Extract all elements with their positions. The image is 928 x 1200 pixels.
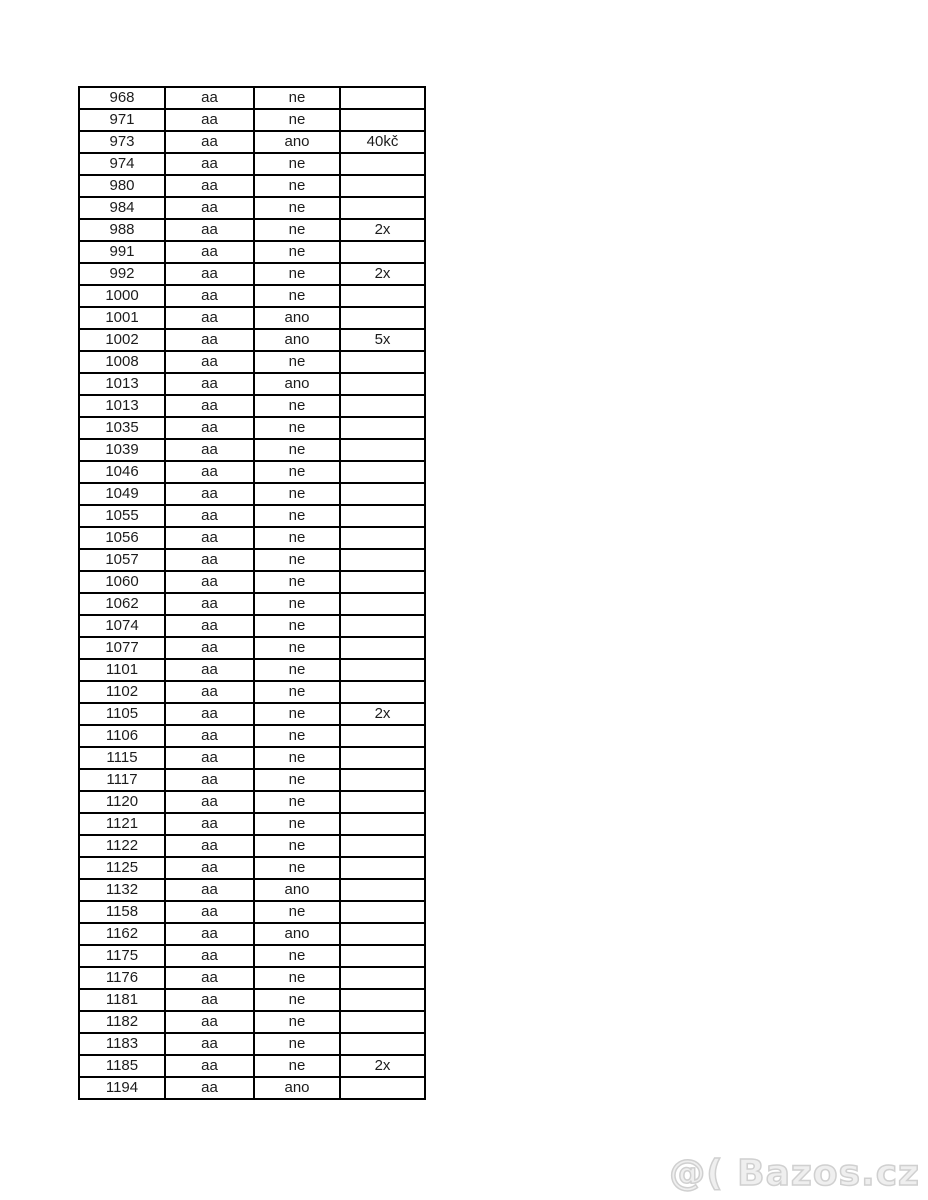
table-row [79, 769, 425, 791]
table-cell [340, 351, 425, 373]
table-cell: ne [254, 725, 340, 747]
table-cell: 1062 [79, 593, 165, 615]
table-cell [340, 769, 425, 791]
table-cell: aa [165, 87, 254, 109]
table-cell: 1008 [79, 351, 165, 373]
table-cell: aa [165, 857, 254, 879]
table-row [79, 109, 425, 131]
table-cell: ne [254, 1011, 340, 1033]
table-cell: 1060 [79, 571, 165, 593]
table-cell: aa [165, 417, 254, 439]
table-cell: aa [165, 747, 254, 769]
table-cell: ne [254, 439, 340, 461]
data-table-body [79, 87, 425, 1099]
table-cell: ano [254, 131, 340, 153]
table-cell: aa [165, 725, 254, 747]
table-cell: 1194 [79, 1077, 165, 1099]
table-cell: aa [165, 1033, 254, 1055]
table-cell: ne [254, 681, 340, 703]
table-cell: ne [254, 527, 340, 549]
table-row [79, 461, 425, 483]
table-cell [340, 109, 425, 131]
table-row [79, 483, 425, 505]
table-cell [340, 857, 425, 879]
table-cell: ne [254, 967, 340, 989]
table-cell: 2x [340, 703, 425, 725]
table-cell: ne [254, 615, 340, 637]
table-cell: ne [254, 549, 340, 571]
table-cell: ne [254, 351, 340, 373]
table-cell: 1101 [79, 659, 165, 681]
table-cell [340, 835, 425, 857]
table-cell: aa [165, 439, 254, 461]
table-row [79, 747, 425, 769]
table-row [79, 725, 425, 747]
table-cell: aa [165, 109, 254, 131]
table-cell [340, 307, 425, 329]
data-table [78, 86, 426, 1100]
table-cell: aa [165, 769, 254, 791]
table-cell: 1000 [79, 285, 165, 307]
table-row [79, 967, 425, 989]
table-cell: 1117 [79, 769, 165, 791]
table-cell: aa [165, 285, 254, 307]
table-row [79, 857, 425, 879]
table-cell [340, 813, 425, 835]
table-cell: 1049 [79, 483, 165, 505]
table-row [79, 263, 425, 285]
table-row [79, 153, 425, 175]
table-cell: 992 [79, 263, 165, 285]
table-cell: 1106 [79, 725, 165, 747]
table-row [79, 571, 425, 593]
table-cell: ne [254, 593, 340, 615]
table-cell: 1132 [79, 879, 165, 901]
table-cell: aa [165, 373, 254, 395]
table-cell [340, 989, 425, 1011]
table-cell: aa [165, 571, 254, 593]
table-cell [340, 901, 425, 923]
table-row [79, 505, 425, 527]
table-cell [340, 637, 425, 659]
table-cell: ne [254, 571, 340, 593]
table-row [79, 307, 425, 329]
table-cell: aa [165, 923, 254, 945]
table-cell [340, 967, 425, 989]
table-row [79, 1077, 425, 1099]
table-cell: 988 [79, 219, 165, 241]
table-cell: 1102 [79, 681, 165, 703]
table-cell: aa [165, 241, 254, 263]
table-cell: aa [165, 395, 254, 417]
table-row [79, 989, 425, 1011]
table-cell: aa [165, 901, 254, 923]
table-cell: ne [254, 285, 340, 307]
table-cell: 1057 [79, 549, 165, 571]
table-cell: 1074 [79, 615, 165, 637]
table-row [79, 923, 425, 945]
table-cell [340, 747, 425, 769]
table-cell: 1120 [79, 791, 165, 813]
table-cell: 1046 [79, 461, 165, 483]
table-cell: ne [254, 637, 340, 659]
table-cell: ne [254, 219, 340, 241]
table-row [79, 593, 425, 615]
table-cell [340, 923, 425, 945]
table-cell: 1183 [79, 1033, 165, 1055]
table-cell: ne [254, 989, 340, 1011]
table-row [79, 329, 425, 351]
table-cell: 1176 [79, 967, 165, 989]
table-cell: ne [254, 945, 340, 967]
table-cell [340, 791, 425, 813]
table-cell: 1122 [79, 835, 165, 857]
table-cell: ne [254, 263, 340, 285]
table-cell: 980 [79, 175, 165, 197]
table-cell: ano [254, 923, 340, 945]
table-row [79, 835, 425, 857]
table-cell: 1158 [79, 901, 165, 923]
table-cell [340, 681, 425, 703]
table-cell: 968 [79, 87, 165, 109]
table-cell [340, 571, 425, 593]
table-cell: aa [165, 197, 254, 219]
table-row [79, 901, 425, 923]
table-cell [340, 879, 425, 901]
table-row [79, 241, 425, 263]
table-cell: 1002 [79, 329, 165, 351]
table-cell [340, 241, 425, 263]
table-cell: 1013 [79, 395, 165, 417]
table-cell: 1013 [79, 373, 165, 395]
table-cell: 971 [79, 109, 165, 131]
table-cell: ne [254, 901, 340, 923]
table-cell: aa [165, 659, 254, 681]
table-cell: ano [254, 879, 340, 901]
table-cell: aa [165, 1077, 254, 1099]
table-cell: 1175 [79, 945, 165, 967]
table-cell [340, 527, 425, 549]
table-cell [340, 1011, 425, 1033]
table-cell [340, 439, 425, 461]
table-cell [340, 659, 425, 681]
table-cell [340, 1033, 425, 1055]
table-cell: aa [165, 329, 254, 351]
table-row [79, 637, 425, 659]
table-row [79, 219, 425, 241]
table-cell: ano [254, 307, 340, 329]
table-cell: 1162 [79, 923, 165, 945]
table-cell: ne [254, 813, 340, 835]
table-cell: ano [254, 1077, 340, 1099]
table-row [79, 1011, 425, 1033]
table-cell: aa [165, 153, 254, 175]
table-cell: 1121 [79, 813, 165, 835]
table-row [79, 395, 425, 417]
table-cell: aa [165, 637, 254, 659]
table-row [79, 703, 425, 725]
table-row [79, 549, 425, 571]
table-cell: aa [165, 307, 254, 329]
table-row [79, 417, 425, 439]
table-cell: 984 [79, 197, 165, 219]
table-row [79, 791, 425, 813]
table-cell: ano [254, 373, 340, 395]
table-cell: aa [165, 593, 254, 615]
table-cell: ne [254, 483, 340, 505]
table-cell: ne [254, 417, 340, 439]
table-cell: aa [165, 263, 254, 285]
table-cell: ne [254, 395, 340, 417]
table-cell: ano [254, 329, 340, 351]
table-cell [340, 483, 425, 505]
table-cell: 1077 [79, 637, 165, 659]
table-cell: aa [165, 505, 254, 527]
table-cell [340, 1077, 425, 1099]
watermark-bazos: @( Bazos.cz [669, 1153, 920, 1194]
table-cell: ne [254, 109, 340, 131]
table-cell: 1182 [79, 1011, 165, 1033]
table-cell: aa [165, 703, 254, 725]
table-cell: aa [165, 879, 254, 901]
table-row [79, 175, 425, 197]
table-row [79, 439, 425, 461]
table-cell: 1035 [79, 417, 165, 439]
table-row [79, 879, 425, 901]
table-cell: 1055 [79, 505, 165, 527]
table-cell: aa [165, 527, 254, 549]
table-cell: ne [254, 659, 340, 681]
table-cell [340, 395, 425, 417]
table-cell: aa [165, 813, 254, 835]
table-cell [340, 461, 425, 483]
table-cell: ne [254, 1055, 340, 1077]
table-cell [340, 197, 425, 219]
table-row [79, 373, 425, 395]
table-cell [340, 417, 425, 439]
table-cell: 1105 [79, 703, 165, 725]
table-cell: ne [254, 857, 340, 879]
table-row [79, 813, 425, 835]
table-cell [340, 549, 425, 571]
table-cell [340, 175, 425, 197]
table-row [79, 131, 425, 153]
table-cell: aa [165, 791, 254, 813]
table-cell: 973 [79, 131, 165, 153]
table-row [79, 1033, 425, 1055]
table-cell: ne [254, 703, 340, 725]
table-cell [340, 593, 425, 615]
table-cell [340, 87, 425, 109]
table-row [79, 615, 425, 637]
table-cell: 974 [79, 153, 165, 175]
table-cell: 1039 [79, 439, 165, 461]
table-cell: aa [165, 351, 254, 373]
table-row [79, 945, 425, 967]
table-cell: ne [254, 87, 340, 109]
table-cell: 1056 [79, 527, 165, 549]
table-cell: 2x [340, 1055, 425, 1077]
table-cell [340, 153, 425, 175]
table-cell: aa [165, 835, 254, 857]
table-cell: aa [165, 461, 254, 483]
table-cell [340, 373, 425, 395]
table-cell: ne [254, 791, 340, 813]
table-cell: aa [165, 989, 254, 1011]
table-cell [340, 945, 425, 967]
table-cell [340, 285, 425, 307]
table-cell: aa [165, 1011, 254, 1033]
table-cell: ne [254, 1033, 340, 1055]
table-row [79, 659, 425, 681]
table-cell: ne [254, 461, 340, 483]
table-cell: 1185 [79, 1055, 165, 1077]
table-cell: ne [254, 175, 340, 197]
table-cell: aa [165, 175, 254, 197]
table-row [79, 351, 425, 373]
table-row [79, 1055, 425, 1077]
table-cell: 1181 [79, 989, 165, 1011]
table-cell: ne [254, 747, 340, 769]
table-cell: aa [165, 483, 254, 505]
table-cell: aa [165, 615, 254, 637]
table-cell: ne [254, 197, 340, 219]
table-cell: aa [165, 131, 254, 153]
table-cell: aa [165, 945, 254, 967]
table-cell: 2x [340, 219, 425, 241]
table-cell: 1001 [79, 307, 165, 329]
table-row [79, 285, 425, 307]
table-cell: aa [165, 219, 254, 241]
table-cell: ne [254, 769, 340, 791]
table-cell: ne [254, 835, 340, 857]
table-cell [340, 615, 425, 637]
table-row [79, 197, 425, 219]
table-cell [340, 725, 425, 747]
table-row [79, 681, 425, 703]
table-cell: 1115 [79, 747, 165, 769]
table-cell: ne [254, 153, 340, 175]
table-cell: aa [165, 1055, 254, 1077]
table-cell: 1125 [79, 857, 165, 879]
table-cell: aa [165, 967, 254, 989]
table-cell [340, 505, 425, 527]
table-cell: ne [254, 505, 340, 527]
table-row [79, 87, 425, 109]
table-cell: ne [254, 241, 340, 263]
table-cell: 40kč [340, 131, 425, 153]
table-cell: 991 [79, 241, 165, 263]
table-cell: aa [165, 681, 254, 703]
table-row [79, 527, 425, 549]
table-cell: 2x [340, 263, 425, 285]
table-cell: 5x [340, 329, 425, 351]
table-cell: aa [165, 549, 254, 571]
